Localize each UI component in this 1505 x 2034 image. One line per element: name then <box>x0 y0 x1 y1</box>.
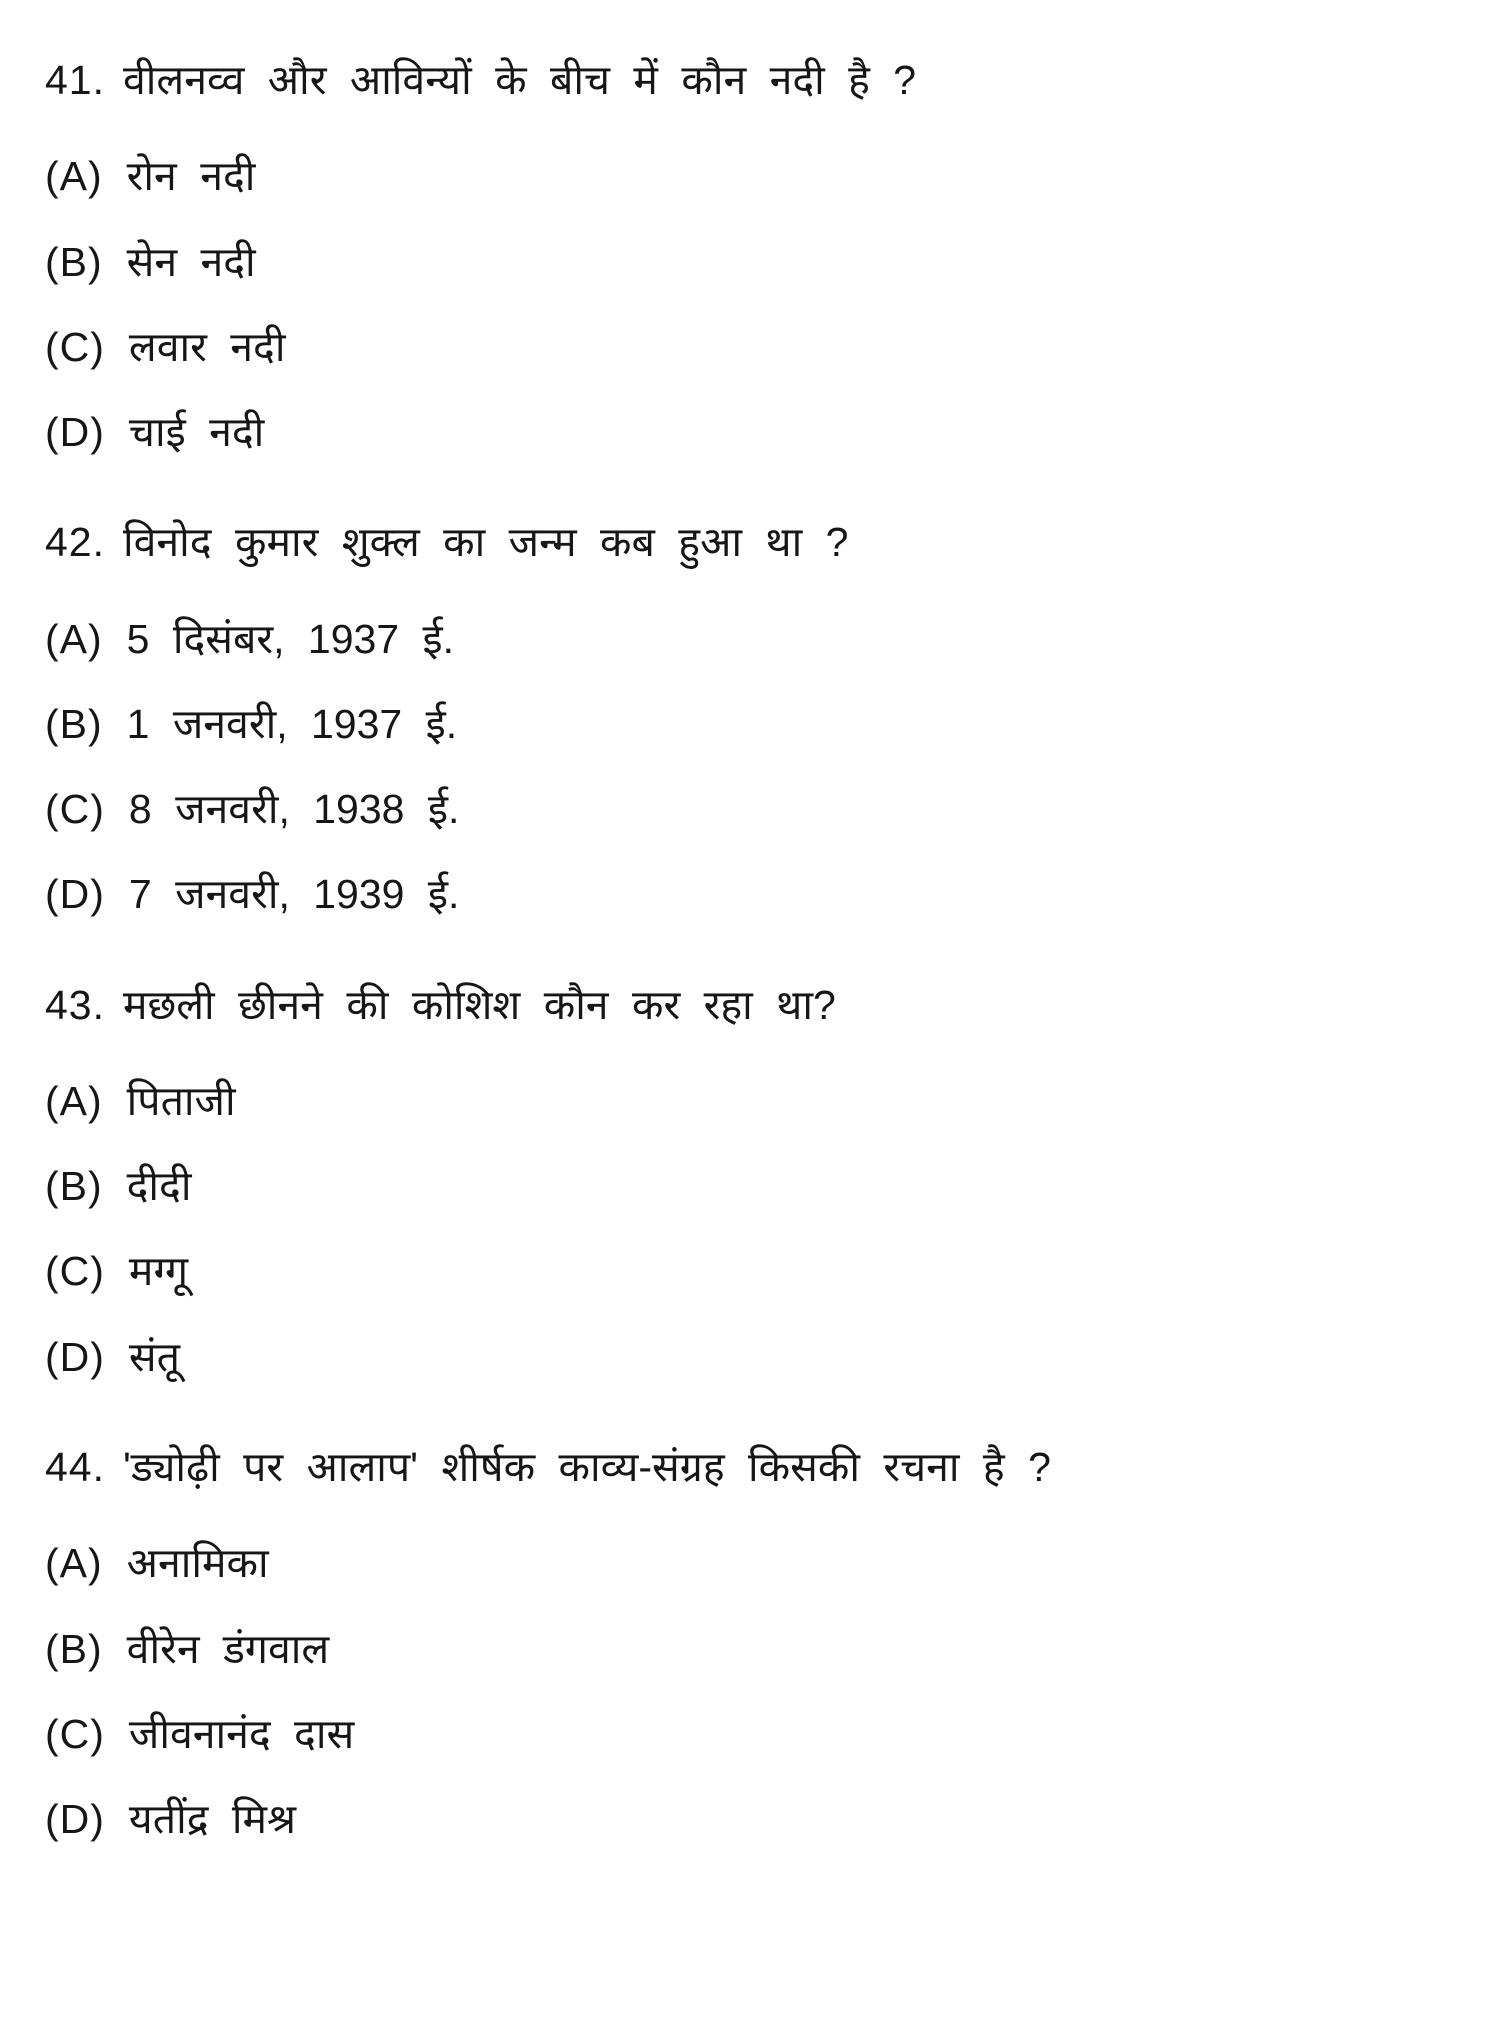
option-a <box>45 154 1465 198</box>
option-text: 5 दिसंबर, 1937 ई. <box>126 615 455 662</box>
option-text: वीरेन डंगवाल <box>126 1625 330 1672</box>
question-number: 43. <box>45 981 105 1028</box>
option-label: (A) <box>45 615 103 662</box>
option-label: (B) <box>45 1163 103 1210</box>
question-text: 'ड्योढ़ी पर आलाप' शीर्षक काव्य-संग्रह किसकी रचना है ? <box>123 1443 1051 1490</box>
option-a <box>45 617 1465 661</box>
option-c <box>45 787 1465 831</box>
option-b <box>45 240 1465 284</box>
option-b <box>45 1164 1465 1208</box>
question-43 <box>45 983 1465 1379</box>
option-text: यतींद्र मिश्र <box>128 1796 297 1843</box>
question-text: मछली छीनने की कोशिश कौन कर रहा था? <box>123 981 836 1028</box>
option-d <box>45 1797 1465 1841</box>
option-c <box>45 1712 1465 1756</box>
question-line <box>45 983 1465 1027</box>
question-line <box>45 58 1465 102</box>
option-label: (B) <box>45 1625 103 1672</box>
option-text: दीदी <box>126 1163 192 1210</box>
option-c <box>45 1249 1465 1293</box>
option-label: (C) <box>45 1710 105 1757</box>
option-text: 7 जनवरी, 1939 ई. <box>128 871 460 918</box>
question-number: 44. <box>45 1443 105 1490</box>
option-b <box>45 1627 1465 1671</box>
option-label: (C) <box>45 323 105 370</box>
option-label: (D) <box>45 409 105 456</box>
option-c <box>45 325 1465 369</box>
option-label: (A) <box>45 1077 103 1124</box>
question-text: वीलनव्व और आविन्यों के बीच में कौन नदी है ? <box>123 57 917 103</box>
option-label: (A) <box>45 153 103 200</box>
option-label: (B) <box>45 700 103 747</box>
option-d <box>45 410 1465 454</box>
question-number: 41. <box>45 57 105 103</box>
option-label: (A) <box>45 1540 103 1587</box>
option-text: रोन नदी <box>126 153 256 200</box>
option-text: लवार नदी <box>128 323 286 370</box>
question-44 <box>45 1445 1465 1841</box>
option-a <box>45 1079 1465 1123</box>
option-text: चाई नदी <box>128 409 265 456</box>
option-text: 1 जनवरी, 1937 ई. <box>126 700 458 747</box>
question-line <box>45 520 1465 564</box>
option-label: (D) <box>45 1333 105 1380</box>
question-41 <box>45 58 1465 454</box>
question-line <box>45 1445 1465 1489</box>
option-a <box>45 1541 1465 1585</box>
question-text: विनोद कुमार शुक्ल का जन्म कब हुआ था ? <box>123 519 849 566</box>
option-label: (C) <box>45 786 105 833</box>
option-d <box>45 1335 1465 1379</box>
option-label: (D) <box>45 871 105 918</box>
option-text: मग्गू <box>128 1248 189 1295</box>
option-label: (D) <box>45 1796 105 1843</box>
option-label: (C) <box>45 1248 105 1295</box>
option-text: अनामिका <box>126 1540 269 1587</box>
option-text: संतू <box>128 1333 181 1380</box>
question-42 <box>45 520 1465 916</box>
option-d <box>45 872 1465 916</box>
option-text: 8 जनवरी, 1938 ई. <box>128 786 460 833</box>
option-text: जीवनानंद दास <box>128 1710 355 1757</box>
question-number: 42. <box>45 519 105 566</box>
option-text: पिताजी <box>126 1077 236 1124</box>
option-label: (B) <box>45 238 103 285</box>
option-text: सेन नदी <box>126 238 256 285</box>
option-b <box>45 702 1465 746</box>
